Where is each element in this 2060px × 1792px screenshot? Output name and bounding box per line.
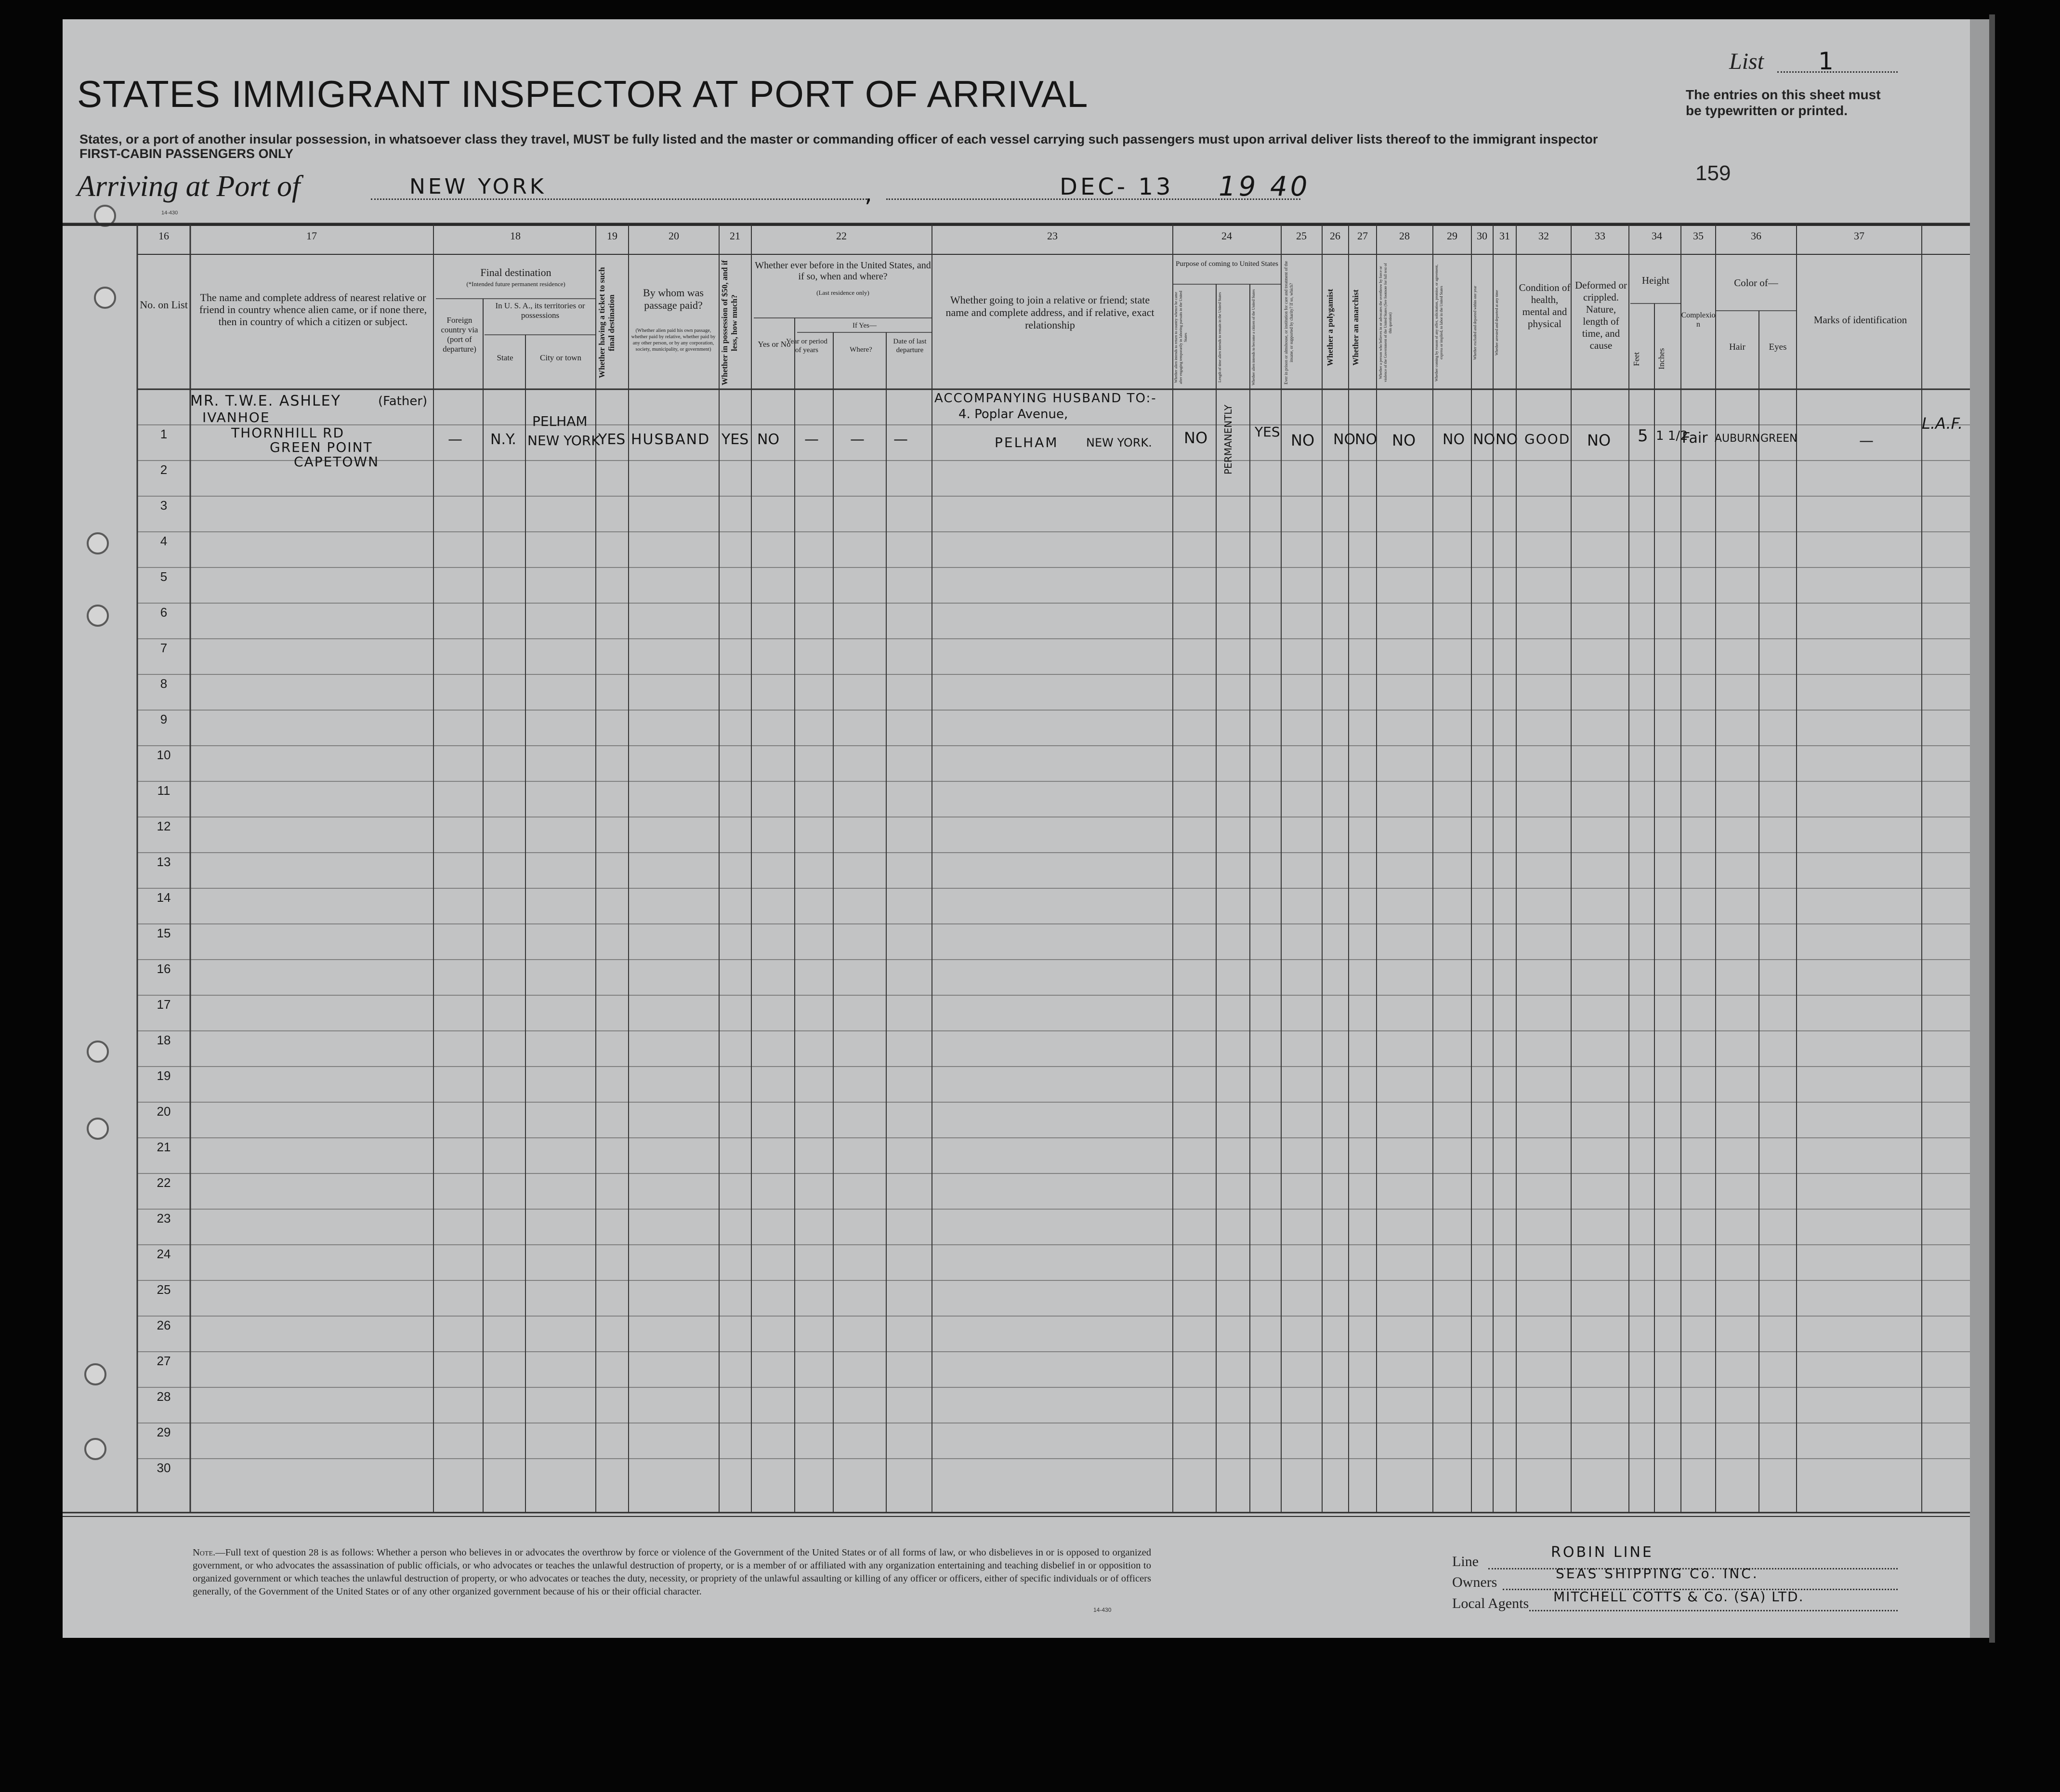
- row-number: 1: [160, 427, 168, 441]
- row-number: 21: [157, 1140, 171, 1154]
- row-number: 23: [157, 1211, 171, 1225]
- header-last-departure: Date of last departure: [893, 338, 927, 354]
- header-hair: Hair: [1729, 342, 1745, 352]
- column-number: 27: [1357, 230, 1368, 242]
- state-value: N.Y.: [490, 431, 516, 448]
- comma: ,: [865, 179, 872, 207]
- line-label: Line: [1452, 1554, 1479, 1569]
- header-health: Condition of health, mental and physical: [1519, 282, 1571, 329]
- footnote-text: —Full text of question 28 is as follows: Whether a person who believes in or advocates the overthrow by force or violence of the Government of the United States or of all forms of law, or who disbelieves in or is opposed to organized government, or who advocates the assassination of public officials, or who advocates or teaches the unlawful destruction of property, or is a member of or affiliated with any organization entertaining and teaching disbelief in or opposition to organized government or which teaches the unlawful destruction of property, or who advocates or teaches the duty, necessity, or propriety of the unlawful assaulting or killing of any officer or officers, either of specific individuals or of officers generally, of the Government of the United States or of any other organized government because of his or their official character.: [193, 1547, 1151, 1597]
- header-purpose: Purpose of coming to United States: [1176, 260, 1278, 268]
- header-foreign-country: Foreign country via (port of departure): [441, 316, 478, 354]
- row-number: 11: [157, 783, 171, 798]
- port-name: NEW YORK: [409, 174, 547, 199]
- column-number: 16: [158, 230, 169, 242]
- joining-value: NEW YORK.: [1086, 436, 1152, 449]
- list-number: 1: [1818, 47, 1834, 75]
- deported-value: NO: [1496, 431, 1518, 448]
- header-become-citizen: Whether alien intends to become a citizen of the United States: [1251, 289, 1256, 385]
- relative-address-line: CAPETOWN: [294, 454, 380, 470]
- header-height: Height: [1641, 275, 1670, 286]
- foreign-country-value: —: [448, 431, 462, 448]
- column-number: 21: [730, 230, 740, 242]
- column-number: 18: [510, 230, 521, 242]
- column-number: 35: [1693, 230, 1704, 242]
- column-number: 34: [1652, 230, 1662, 242]
- header-before-in-us-note: (Last residence only): [816, 289, 869, 296]
- header-before-in-us: Whether ever before in the United States, and if so, when and where?: [755, 260, 931, 282]
- header-feet: Feet: [1632, 352, 1641, 366]
- local-agents-value: MITCHELL COTTS & Co. (SA) LTD.: [1553, 1589, 1804, 1605]
- column-number: 30: [1477, 230, 1487, 242]
- length-stay-value: PERMANENTLY: [1222, 405, 1234, 475]
- owners-label: Owners: [1452, 1574, 1497, 1590]
- footer-form-code: 14-430: [1093, 1607, 1112, 1613]
- row-number: 27: [157, 1354, 171, 1368]
- row-number: 18: [157, 1033, 171, 1047]
- ticket-value: YES: [598, 431, 626, 448]
- row-number: 28: [157, 1389, 171, 1404]
- relative-address-line: THORNHILL RD: [231, 425, 345, 441]
- column-number: 31: [1499, 230, 1510, 242]
- column-number: 23: [1047, 230, 1058, 242]
- header-complexion: Complexion: [1681, 311, 1716, 329]
- owners-value: SEAS SHIPPING Co. INC.: [1556, 1566, 1759, 1581]
- height-inches-value: 1 1/2: [1656, 429, 1688, 443]
- row-number: 17: [157, 997, 171, 1012]
- row-number: 9: [160, 712, 168, 726]
- joining-value: ACCOMPANYING HUSBAND TO:-: [934, 391, 1157, 406]
- row-number: 29: [157, 1425, 171, 1439]
- column-number: 26: [1330, 230, 1340, 242]
- relative-address-line: IVANHOE: [202, 409, 270, 425]
- row-number: 15: [157, 926, 171, 940]
- local-agents-underline: [1529, 1610, 1898, 1611]
- header-list-no: No. on List: [140, 299, 188, 311]
- arrival-year: 19 40: [1219, 171, 1311, 202]
- relative-address-line: GREEN POINT: [270, 439, 373, 455]
- row-number: 25: [157, 1282, 171, 1297]
- header-eyes: Eyes: [1769, 342, 1787, 352]
- row-number: 8: [160, 676, 168, 691]
- polygamist-value: NO: [1333, 431, 1356, 448]
- entries-note-line: be typewritten or printed.: [1686, 103, 1848, 118]
- become-citizen-value: YES: [1255, 424, 1280, 440]
- column-number: 32: [1538, 230, 1549, 242]
- row-number: 13: [157, 855, 171, 869]
- row-number: 19: [157, 1068, 171, 1083]
- header-in-usa: In U. S. A., its territories or possessions: [495, 301, 585, 320]
- column-number: 28: [1399, 230, 1410, 242]
- row-number: 10: [157, 748, 171, 762]
- header-where: Where?: [850, 346, 872, 354]
- header-yes-no: Yes or No: [758, 340, 791, 349]
- header-marks: Marks of identification: [1813, 314, 1907, 326]
- header-polygamist: Whether a polygamist: [1325, 289, 1335, 367]
- list-label: List: [1729, 49, 1764, 74]
- marks-value: —: [1859, 433, 1874, 449]
- header-state: State: [497, 353, 513, 362]
- return-country-value: NO: [1184, 429, 1208, 447]
- header-labor-offer: Whether coming by reason of any offer, solicitation, promise, or agreement, express or implied, to labor in the United States: [1434, 264, 1443, 382]
- eyes-value: GREEN: [1760, 433, 1798, 445]
- column-number: 20: [669, 230, 679, 242]
- last-departure-value: —: [893, 431, 908, 448]
- column-number: 25: [1296, 230, 1307, 242]
- health-value: GOOD: [1524, 431, 1571, 447]
- footnote-lead: Note.: [193, 1547, 216, 1558]
- before-in-us-value: NO: [757, 431, 780, 448]
- row-number: 7: [160, 641, 168, 655]
- joining-value: 4. Poplar Avenue,: [958, 407, 1068, 422]
- local-agents-label: Local Agents: [1452, 1595, 1529, 1611]
- header-period: Year or period of years: [786, 338, 827, 354]
- header-passage-paid: By whom was passage paid?: [643, 287, 704, 311]
- city-value: PELHAM: [532, 413, 588, 429]
- column-number: 17: [306, 230, 317, 242]
- excluded-value: NO: [1473, 431, 1496, 448]
- header-prison: Ever in prison or almshouse, or institution for care and treatment of the insane, or supported by charity? If so, which?: [1284, 261, 1294, 385]
- row-number: 4: [160, 534, 168, 548]
- margin-initials: L.A.F.: [1922, 414, 1963, 433]
- page-title: STATES IMMIGRANT INSPECTOR AT PORT OF ARRIVAL: [77, 73, 1089, 115]
- line-value: ROBIN LINE: [1551, 1544, 1653, 1561]
- header-overthrow: Whether a person who believes in or advocates the overthrow by force or violence of the Government of the United States (See footnote for full text of this question): [1378, 263, 1392, 382]
- row-number: 26: [157, 1318, 171, 1332]
- arriving-label: Arriving at Port of: [77, 170, 301, 203]
- fifty-dollars-value: YES: [722, 431, 749, 448]
- header-return-country: Whether alien intends to return to country whence he came after engaging temporarily in laboring pursuits in the United States: [1174, 290, 1188, 384]
- header-fifty-dollars: Whether in possession of $50, and if less, how much?: [720, 260, 739, 385]
- column-number: 36: [1751, 230, 1761, 242]
- header-color: Color of—: [1734, 277, 1778, 289]
- header-deformed: Deformed or crippled. Nature, length of time, and cause: [1575, 279, 1627, 351]
- labor-offer-value: NO: [1443, 431, 1465, 448]
- where-value: —: [850, 431, 865, 448]
- arrival-date: DEC- 13: [1060, 173, 1174, 200]
- row-number: 6: [160, 605, 168, 619]
- anarchist-value: NO: [1355, 431, 1378, 448]
- header-joining: Whether going to join a relative or friend; state name and complete address, and if relative, exact relationship: [945, 294, 1155, 331]
- header-length-stay: Length of time alien intends to remain in the United States: [1218, 292, 1222, 382]
- header-if-yes: If Yes—: [852, 322, 877, 329]
- row-number: 22: [157, 1175, 171, 1190]
- passenger-class: FIRST-CABIN PASSENGERS ONLY: [79, 146, 294, 161]
- deformed-value: NO: [1587, 431, 1611, 449]
- overthrow-value: NO: [1392, 431, 1416, 449]
- header-final-destination-note: (*Intended future permanent residence): [466, 280, 565, 288]
- city-value: NEW YORK: [527, 433, 600, 448]
- hair-value: AUBURN: [1715, 433, 1760, 445]
- header-city: City or town: [540, 353, 581, 362]
- column-number: 22: [836, 230, 847, 242]
- prison-value: NO: [1291, 431, 1315, 449]
- header-deported: Whether arrested and deported at any time: [1495, 290, 1499, 356]
- subtitle-line: States, or a port of another insular possession, in whatsoever class they travel, MUST be fully listed and the master or commanding officer of each vessel carrying such passengers must upon arrival deliver lists thereof to the immigrant inspector: [79, 132, 1598, 146]
- header-anarchist: Whether an anarchist: [1351, 289, 1360, 366]
- row-number: 2: [160, 462, 168, 477]
- row-number: 5: [160, 569, 168, 584]
- row-number: 14: [157, 890, 171, 905]
- header-relative: The name and complete address of nearest relative or friend in country whence alien came, or if none there, then in country of which a citizen or subject.: [199, 291, 427, 328]
- column-number: 19: [607, 230, 617, 242]
- row-number: 20: [157, 1104, 171, 1119]
- header-passage-paid-note: (Whether alien paid his own passage, whether paid by relative, whether paid by any other person, or by any corporation, society, municipality, or government): [631, 328, 716, 352]
- header-ticket: Whether having a ticket to such final destination: [597, 267, 616, 379]
- header-excluded: Whether excluded and deported within one year: [1473, 286, 1477, 360]
- row-number: 12: [157, 819, 171, 833]
- column-number: 24: [1221, 230, 1232, 242]
- footnote: [193, 1546, 1151, 1598]
- row-number: 16: [157, 962, 171, 976]
- row-number: 24: [157, 1247, 171, 1261]
- row-number: 30: [157, 1461, 171, 1475]
- relative-name: MR. T.W.E. ASHLEY: [190, 393, 341, 409]
- period-value: —: [804, 431, 819, 448]
- column-number: 29: [1447, 230, 1457, 242]
- header-final-destination: Final destination: [480, 266, 551, 278]
- relative-relationship: (Father): [378, 394, 428, 408]
- column-number: 37: [1854, 230, 1864, 242]
- row-number: 3: [160, 498, 168, 513]
- height-feet-value: 5: [1638, 426, 1648, 446]
- entries-note-line: The entries on this sheet must: [1686, 87, 1881, 102]
- passage-paid-value: HUSBAND: [631, 431, 710, 448]
- joining-value: PELHAM: [995, 435, 1059, 450]
- column-number: 33: [1595, 230, 1605, 242]
- form-code: 14-430: [161, 210, 178, 216]
- complexion-value: Fair: [1682, 430, 1708, 447]
- header-inches: Inches: [1657, 348, 1666, 370]
- page-number: 159: [1695, 161, 1731, 185]
